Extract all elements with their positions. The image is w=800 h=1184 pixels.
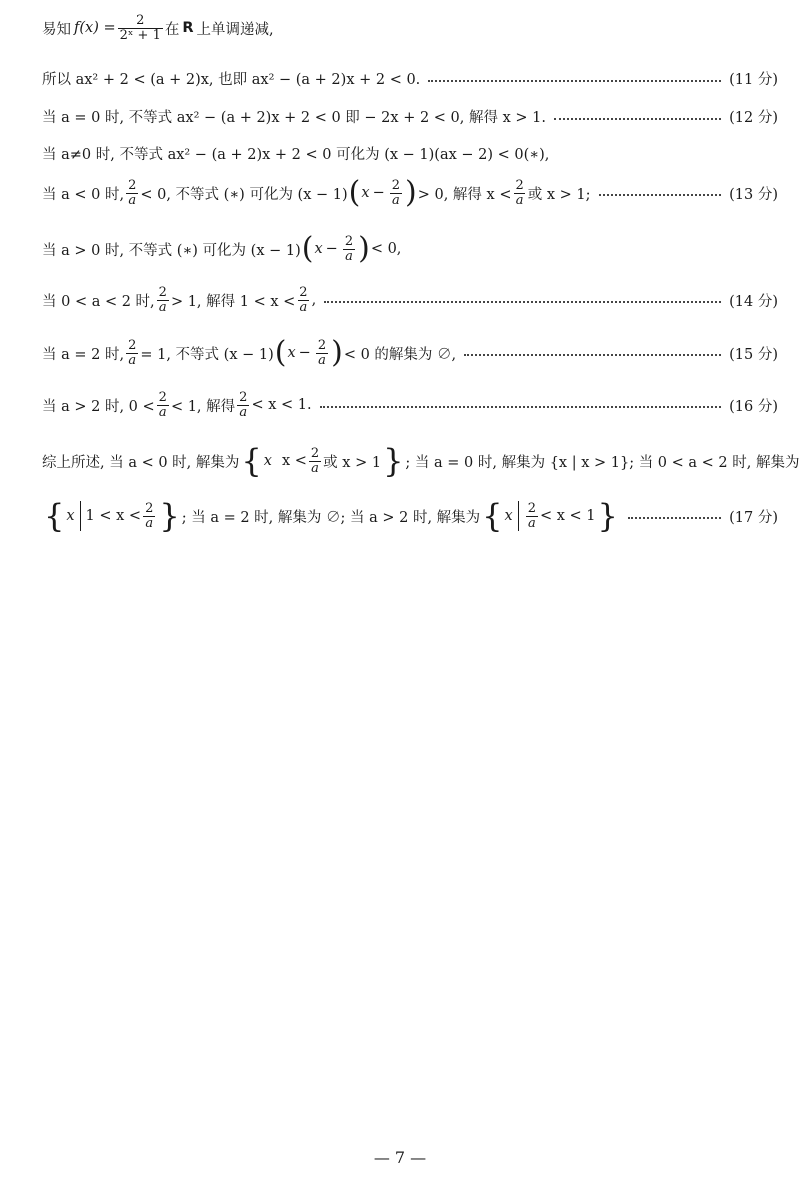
fraction-2-over-a: $\frac{2}{a}$ [344, 233, 354, 264]
line-10: 综上所述, 当 a < 0 时, 解集为 { x x < $\frac{2}{a}$ 或 x > 1 } ; 当 a = 0 时, 解集为 {x | x > 1}; 当 0 < a < 2 时, 解集为 [42, 442, 800, 480]
leader-dots [320, 406, 722, 408]
line-6: 当 a > 0 时, 不等式 (∗) 可化为 (x − 1) ( x − $\frac{2}{a}$ ) < 0, [42, 231, 402, 266]
fraction-2-over-a: $\frac{2}{a}$ [317, 337, 327, 368]
fraction-2-over-a: $\frac{2}{a}$ [515, 177, 524, 208]
text: 易知 [42, 21, 71, 38]
line-11: { x 1 < x < $\frac{2}{a}$ } ; 当 a = 2 时, 解集为 ∅; 当 a > 2 时, 解集为 { x $\frac{2}{a}$ < x < 1 } (17 分) [44, 497, 778, 535]
fraction-2-over-a: $\frac{2}{a}$ [527, 500, 536, 531]
fraction-2-over-a: $\frac{2}{a}$ [391, 177, 400, 208]
leader-dots [324, 301, 721, 303]
score-label: (11 分) [729, 72, 778, 88]
line-9: 当 a > 2 时, 0 < $\frac{2}{a}$ < 1, 解得 $\frac{2}{a}$ < x < 1. (16 分) [42, 390, 778, 420]
score-label: (12 分) [729, 110, 778, 126]
score-label: (17 分) [729, 509, 778, 526]
function-label: f(x) = [74, 20, 116, 37]
fraction-2-over-a: $\frac{2}{a}$ [145, 500, 154, 531]
leader-dots [554, 118, 721, 120]
page-number: — 7 — [373, 1148, 427, 1167]
line-8: 当 a = 2 时, $\frac{2}{a}$ = 1, 不等式 (x − 1) ( x − $\frac{2}{a}$ ) < 0 的解集为 ∅, (15 分) [42, 335, 778, 370]
fraction-2-over-a: $\frac{2}{a}$ [158, 390, 167, 420]
score-label: (16 分) [729, 398, 778, 415]
fraction-2-over-a: $\frac{2}{a}$ [310, 445, 320, 476]
fraction-2-over-a: $\frac{2}{a}$ [239, 390, 248, 420]
score-label: (13 分) [729, 186, 778, 203]
leader-dots [428, 80, 721, 82]
line-3: 当 a = 0 时, 不等式 ax² − (a + 2)x + 2 < 0 即 − 2x + 2 < 0, 解得 x > 1. (12 分) [42, 106, 778, 127]
fraction-2-over-a: $\frac{2}{a}$ [128, 177, 137, 208]
real-set-symbol: R [182, 20, 194, 37]
line-5: 当 a < 0 时, $\frac{2}{a}$ < 0, 不等式 (∗) 可化为 (x − 1) ( x − $\frac{2}{a}$ ) > 0, 解得 x < $\frac{2}{a}$ 或 x > 1; (13 分) [42, 175, 778, 210]
line-7: 当 0 < a < 2 时, $\frac{2}{a}$ > 1, 解得 1 < x < $\frac{2}{a}$ , (14 分) [42, 285, 778, 315]
score-label: (15 分) [729, 346, 778, 363]
score-label: (14 分) [729, 293, 778, 310]
line-2: 所以 ax² + 2 < (a + 2)x, 也即 ax² − (a + 2)x + 2 < 0. (11 分) [42, 68, 778, 89]
fraction: $\frac{2}{\text{2ˣ + 1}}$ [119, 13, 161, 43]
fraction-2-over-a: $\frac{2}{a}$ [299, 285, 308, 315]
line-4: 当 a≠0 时, 不等式 ax² − (a + 2)x + 2 < 0 可化为 (x − 1)(ax − 2) < 0(∗), [42, 147, 550, 163]
fraction-2-over-a: $\frac{2}{a}$ [128, 337, 137, 368]
line-1: 易知 f(x) = $\frac{2}{\text{2ˣ + 1}}$ 在 R 上单调递减, [42, 13, 274, 43]
leader-dots [464, 354, 721, 356]
leader-dots [599, 194, 722, 196]
fraction-2-over-a: $\frac{2}{a}$ [158, 285, 167, 315]
leader-dots [628, 517, 721, 519]
